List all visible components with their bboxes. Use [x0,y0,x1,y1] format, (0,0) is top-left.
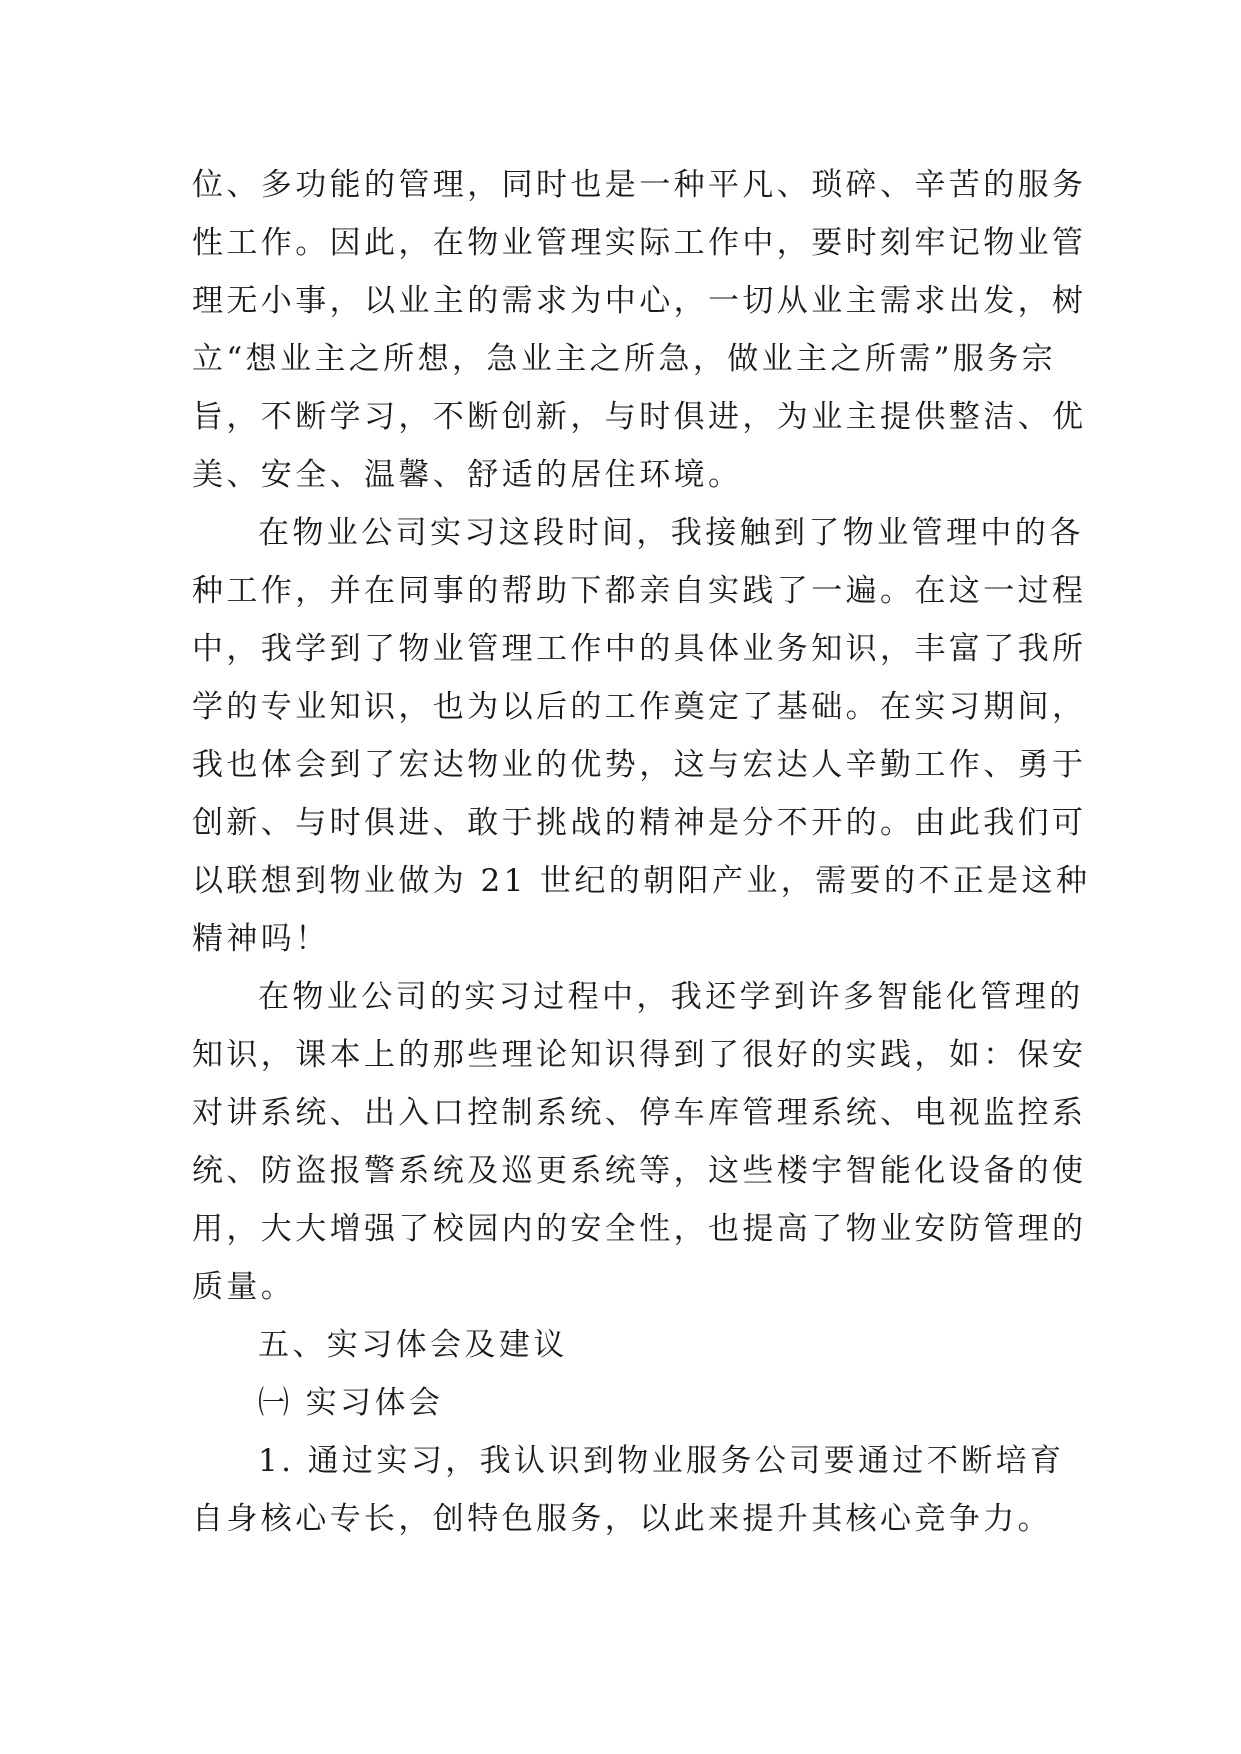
paragraph-line: 精神吗！ [192,921,330,957]
paragraph-line: 学的专业知识，也为以后的工作奠定了基础。在实习期间， [192,689,1087,725]
paragraph-line: 位、多功能的管理，同时也是一种平凡、琐碎、辛苦的服务 [192,167,1087,203]
paragraph-line: 立“想业主之所想，急业主之所急，做业主之所需”服务宗 [192,341,1057,377]
paragraph-line: 质量。 [192,1269,296,1305]
paragraph-line: 在物业公司的实习过程中，我还学到许多智能化管理的 [258,979,1084,1015]
paragraph-line: 对讲系统、出入口控制系统、停车库管理系统、电视监控系 [192,1095,1087,1131]
paragraph-line: 创新、与时俱进、敢于挑战的精神是分不开的。由此我们可 [192,805,1087,841]
paragraph-line: 我也体会到了宏达物业的优势，这与宏达人辛勤工作、勇于 [192,747,1087,783]
paragraph-3 [192,968,1087,1316]
paragraph-2 [192,504,1091,968]
paragraph-line: 美、安全、温馨、舒适的居住环境。 [192,457,743,493]
paragraph-line: 理无小事，以业主的需求为中心，一切从业主需求出发，树 [192,283,1087,319]
paragraph-line: 自身核心专长，创特色服务，以此来提升其核心竞争力。 [192,1501,1052,1537]
paragraph-line: 以联想到物业做为 21 世纪的朝阳产业，需要的不正是这种 [192,863,1091,899]
paragraph-1 [192,156,1087,504]
subsection-heading: ㈠ 实习体会 [258,1385,444,1421]
document-body [192,156,1091,1548]
paragraph-line: 用，大大增强了校园内的安全性，也提高了物业安防管理的 [192,1211,1087,1247]
paragraph-line: 在物业公司实习这段时间，我接触到了物业管理中的各 [258,515,1084,551]
section-heading: 五、实习体会及建议 [258,1327,568,1363]
paragraph-line: 种工作，并在同事的帮助下都亲自实践了一遍。在这一过程 [192,573,1087,609]
paragraph-4 [192,1432,1065,1548]
paragraph-line: 中，我学到了物业管理工作中的具体业务知识，丰富了我所 [192,631,1087,667]
paragraph-line: 旨，不断学习，不断创新，与时俱进，为业主提供整洁、优 [192,399,1087,435]
paragraph-line: 统、防盗报警系统及巡更系统等，这些楼宇智能化设备的使 [192,1153,1087,1189]
paragraph-line: 知识，课本上的那些理论知识得到了很好的实践，如：保安 [192,1037,1087,1073]
paragraph-line: 性工作。因此，在物业管理实际工作中，要时刻牢记物业管 [192,225,1087,261]
paragraph-line: 1. 通过实习，我认识到物业服务公司要通过不断培育 [258,1443,1065,1479]
